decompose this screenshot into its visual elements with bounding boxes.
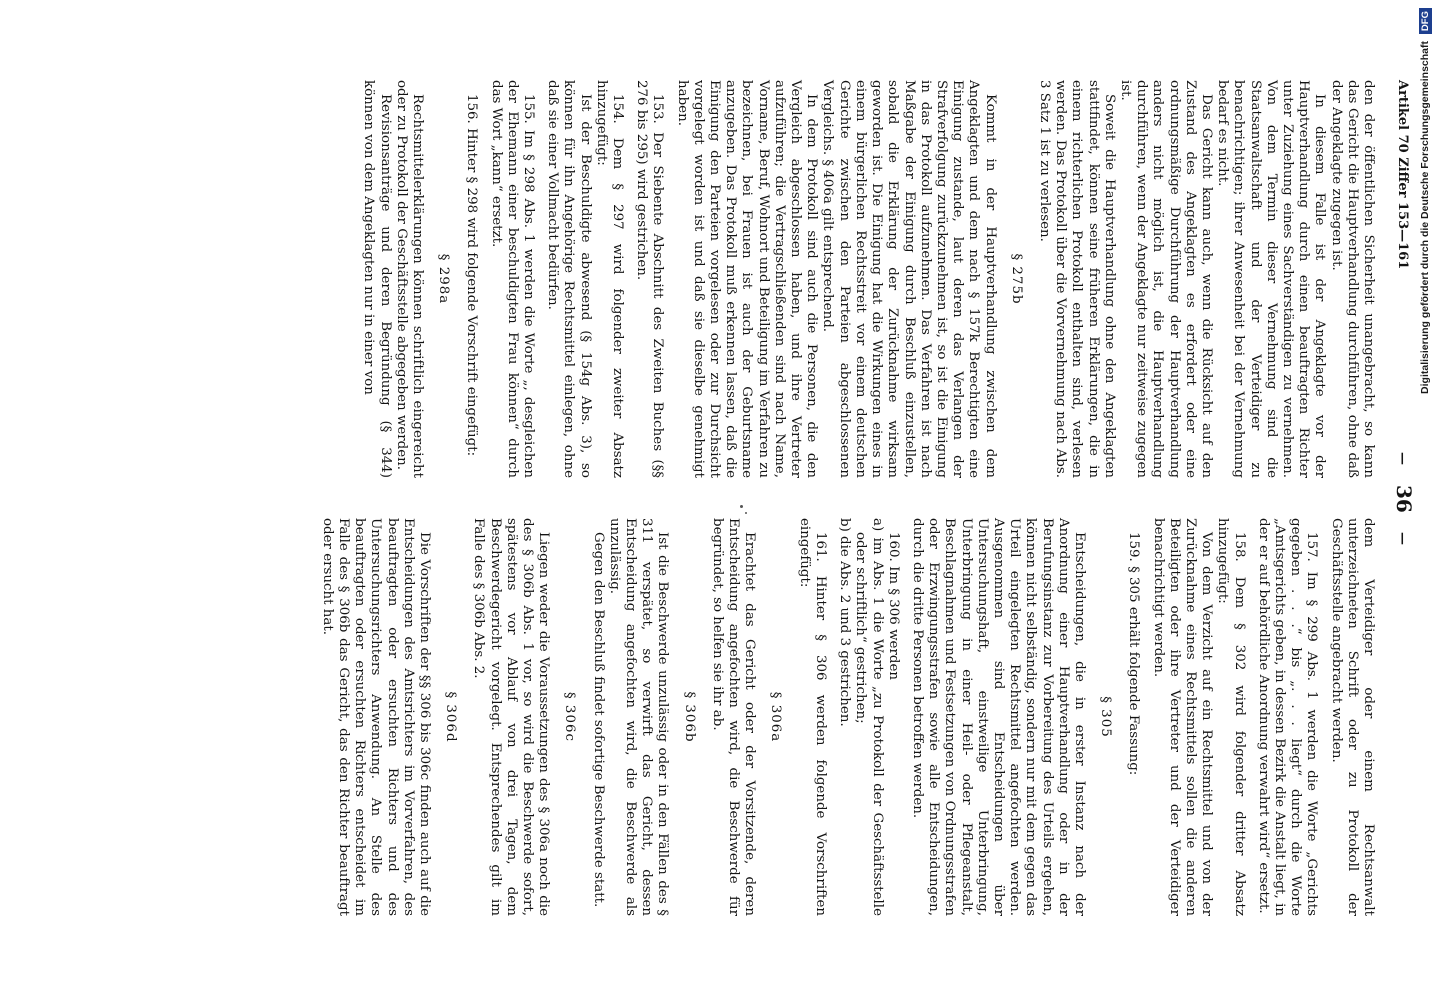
- page-number: 36: [1392, 485, 1416, 513]
- header-dash-left: —: [1395, 452, 1410, 465]
- section-heading: § 306d: [443, 691, 459, 743]
- numbered-provision: 157. Im § 299 Abs. 1 werden die Worte „Gerichts gegeben . . .“ bis „. . . liegt“ durch die Worte „Amtsgerichts geben, in dessen Bezirk die Anstalt liegt, in der er auf behördliche Anordnung verwahrt wird“ ersetzt.: [1255, 518, 1320, 916]
- header-article-ref: Artikel 70 Ziffer 153—161: [1395, 80, 1410, 270]
- paragraph: Von dem Verzicht auf ein Rechtsmittel und von der Zurücknahme eines Rechtsmittels sollen die anderen Beteiligten oder ihre Vertreter und der Verteidiger benachrichtigt werden.: [1150, 518, 1215, 916]
- numbered-provision: 158. Dem § 302 wird folgender dritter Absatz hinzugefügt:: [1215, 518, 1247, 916]
- numbered-provision: 154. Dem § 297 wird folgender zweiter Absatz hinzugefügt:: [593, 80, 626, 478]
- paragraph: Soweit die Hauptverhandlung ohne den Angeklagten stattfindet, können seine früheren Erklärungen, die in einem richterlichen Protokoll enthalten sind, verlesen werden. Das Protokoll über die Vorvernehmung nach Abs. 3 Satz 1 ist zu verlesen.: [1036, 80, 1117, 478]
- paragraph: Liegen weder die Voraussetzungen des § 306a noch die des § 306b Abs. 1 vor, so wird die Beschwerde sofort, spätestens vor Ablauf von drei Tagen, dem Beschwerdegericht vorgelegt. Entsprechendes gilt im Falle des § 306b Abs. 2.: [471, 518, 552, 916]
- digitization-credit: [1416, 8, 1434, 988]
- numbered-provision: 161. Hinter § 306 werden folgende Vorschriften eingefügt:: [796, 518, 828, 916]
- numbered-provision: 155. Im § 298 Abs. 1 werden die Worte „, desgleichen der Ehemann einer beschuldigten Frau können“ durch das Wort „kann“ ersetzt.: [488, 80, 537, 478]
- section-heading: § 275b: [1008, 253, 1024, 305]
- paragraph: Erachtet das Gericht oder der Vorsitzende, deren Entscheidung angefochten wird, die Beschwerde für begründet, so helfen sie ihr ab.: [709, 518, 758, 916]
- paragraph: Die Vorschriften der §§ 306 bis 306c finden auch auf die Entscheidungen des Amtsrichters im Vorverfahren, des beauftragten oder ersuchten Richters und des Untersuchungsrichters Anwendung. An Stelle des beauftragten oder ersuchten Richters entscheidet im Falle des § 306b das Gericht, das den Richter beauftragt oder ersucht hat.: [319, 518, 433, 916]
- credit-text: Digitalisierung gefördert durch die Deutsche Forschungsgemeinschaft: [1419, 40, 1431, 394]
- dfg-logo: DFG: [1419, 8, 1432, 34]
- paragraph: Rechtsmittelerklärungen können schriftlich eingereicht oder zu Protokoll der Geschäftsstelle abgegeben werden.: [393, 80, 426, 478]
- numbered-provision: 159. § 305 erhält folgende Fassung:: [1126, 532, 1142, 776]
- section-heading: § 298a: [436, 253, 452, 305]
- rotated-document-page: [90, 80, 1420, 920]
- numbered-provision: 156. Hinter § 298 wird folgende Vorschrift eingefügt:: [464, 94, 480, 457]
- scan-speck: [745, 512, 747, 514]
- list-item: b) die Abs. 2 und 3 gestrichen.: [837, 518, 853, 727]
- paragraph: den der öffentlichen Sicherheit unangebracht, so kann das Gericht die Hauptverhandlung durchführen, ohne daß der Angeklagte zugegen ist.: [1328, 80, 1376, 478]
- paragraph: Gegen den Beschluß findet sofortige Beschwerde statt.: [590, 532, 606, 908]
- section-heading: § 306a: [768, 691, 784, 743]
- running-head: [1388, 80, 1416, 920]
- section-heading: § 306b: [681, 691, 697, 743]
- paragraph: Revisionsanträge und deren Begründung (§ 344) können von dem Angeklagten nur in einer von: [361, 80, 393, 478]
- paragraph: Kommt in der Hauptverhandlung zwischen dem Angeklagten und dem nach § 157k Berechtigten eine Einigung zustande, laut deren das Verlangen der Strafverfolgung zurückzunehmen ist, so ist die Einigung in das Protokoll aufzunehmen. Das Verfahren ist nach Maßgabe der Einigung durch Beschluß einzustellen, sobald die Erklärung der Zurücknahme wirksam geworden ist. Die Einigung hat die Wirkungen eines in einem bürgerlichen Rechtsstreit vor einem deutschen Gerichte zwischen den Parteien abgeschlossenen Vergleichs. § 406a gilt entsprechend.: [820, 80, 998, 478]
- page-sheet: [90, 80, 1420, 920]
- paragraph: Das Gericht kann auch, wenn die Rücksicht auf den Zustand des Angeklagten es erfordert oder eine ordnungsmäßige Durchführung der Hauptverhandlung anders nicht möglich ist, die Hauptverhandlung durchführen, wenn der Angeklagte nur zeitweise zugegen ist.: [1117, 80, 1214, 478]
- paragraph: In diesem Falle ist der Angeklagte vor der Hauptverhandlung durch einen beauftragten Richter unter Zuziehung eines Sachverständigen zu vernehmen. Von dem Termin dieser Vernehmung sind die Staatsanwaltschaft und der Verteidiger zu benachrichtigen; ihrer Anwesenheit bei der Vernehmung bedarf es nicht.: [1215, 80, 1328, 478]
- right-text-column: [319, 518, 1376, 916]
- scan-speck: [740, 505, 743, 508]
- section-heading: § 306c: [562, 691, 578, 742]
- header-dash-right: —: [1395, 532, 1410, 545]
- paragraph: dem Verteidiger oder einem Rechtsanwalt unterzeichneten Schrift oder zu Protokoll der Geschäftsstelle angebracht werden.: [1328, 518, 1376, 916]
- paragraph: Ist die Beschwerde unzulässig oder in den Fällen des § 311 verspätet, so verwirft das Gericht, dessen Entscheidung angefochten wird, die Beschwerde als unzulässig.: [606, 518, 671, 916]
- section-heading: § 305: [1098, 696, 1114, 738]
- numbered-provision: 160. Im § 306 werden: [885, 532, 901, 680]
- numbered-provision: 153. Der Siebente Abschnitt des Zweiten Buches (§§ 276 bis 295) wird gestrichen.: [634, 80, 666, 478]
- left-text-column: [360, 80, 1376, 478]
- paragraph: Ist der Beschuldigte abwesend (§ 154g Abs. 3), so können für ihn Angehörige Rechtsmittel einlegen, ohne daß sie einer Vollmacht bedürfen.: [545, 80, 593, 478]
- paragraph: Entscheidungen, die in erster Instanz nach der Anordnung einer Hauptverhandlung oder in der Berufungsinstanz zur Vorbereitung des Urteils ergehen, können nicht selbständig, sondern nur mit dem gegen das Urteil eingelegten Rechtsmittel angefochten werden. Ausgenommen sind Entscheidungen über Untersuchungshaft, einstweilige Unterbringung, Unterbringung in einer Heil- oder Pflegeanstalt, Beschlagnahmen und Festsetzungen von Ordnungsstrafen oder Erzwingungsstrafen sowie alle Entscheidungen, durch die dritte Personen betroffen werden.: [909, 518, 1087, 916]
- credit-line: [1416, 8, 1434, 988]
- paragraph: In dem Protokoll sind auch die Personen, die den Vergleich abgeschlossen haben, und ihre Vertreter aufzuführen; die Vertragschließenden sind nach Name, Vorname, Beruf, Wohnort und Beteiligung im Verfahren zu bezeichnen, bei Frauen ist auch der Geburtsname anzugeben. Das Protokoll muß erkennen lassen, daß die Einigung den Parteien vorgelesen oder zur Durchsicht vorgelegt worden ist und daß sie dieselbe genehmigt haben.: [674, 80, 820, 478]
- list-item: a) im Abs. 1 die Worte „zu Protokoll der Geschäftsstelle oder schriftlich“ gestrichen;: [853, 518, 885, 916]
